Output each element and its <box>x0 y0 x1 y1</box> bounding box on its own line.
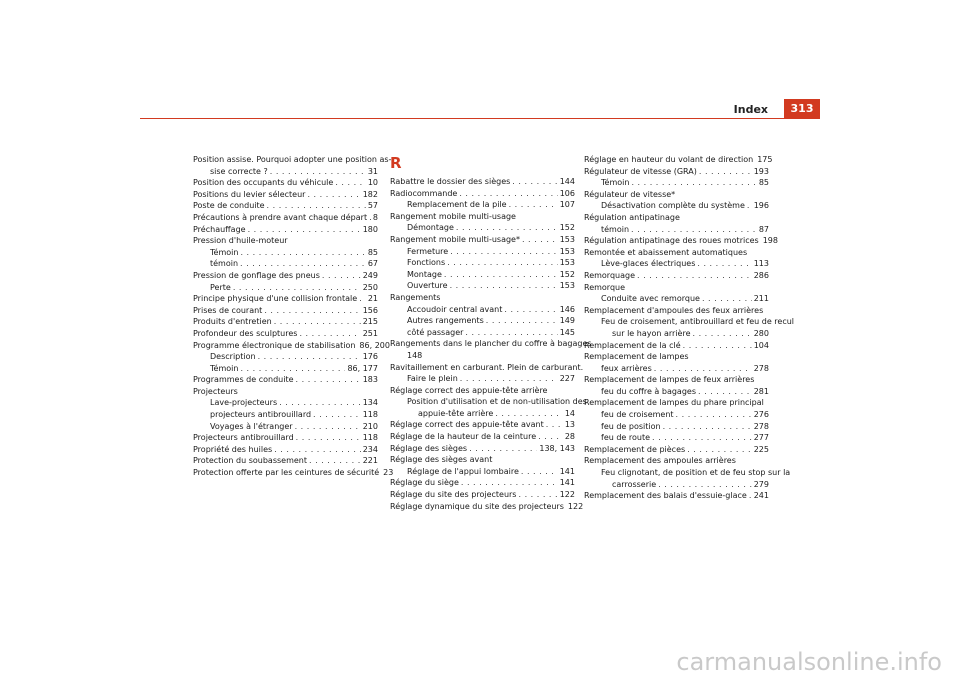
index-entry <box>584 166 769 178</box>
index-entry <box>584 409 769 421</box>
index-page-ref: 152 <box>559 269 575 279</box>
page-header-title: Index <box>733 103 768 116</box>
index-page-ref: 85 <box>367 247 378 257</box>
index-entry-text: Remplacement de la pile <box>407 200 507 210</box>
index-entry <box>584 270 769 282</box>
index-entry <box>193 177 378 189</box>
index-entry-text: Ouverture <box>407 281 448 291</box>
leader-dots <box>270 166 366 178</box>
index-entry <box>390 280 575 292</box>
index-page-ref: 211 <box>753 294 769 304</box>
index-entry <box>584 490 769 502</box>
index-entry <box>390 373 575 385</box>
index-entry-text: Réglage des sièges <box>390 443 468 453</box>
leader-dots <box>518 489 557 501</box>
leader-dots <box>309 455 361 467</box>
index-page-ref: 113 <box>753 259 769 269</box>
header-divider <box>140 118 820 119</box>
index-page-ref: 118 <box>362 410 378 420</box>
leader-dots <box>697 258 751 270</box>
index-page-ref: 144 <box>559 177 575 186</box>
index-entry <box>193 328 378 340</box>
leader-dots <box>654 363 752 375</box>
index-entry-text: Lave-projecteurs <box>210 398 278 408</box>
index-entry <box>193 224 378 236</box>
leader-dots <box>509 199 558 211</box>
index-entry-text: projecteurs antibrouillard <box>210 410 312 420</box>
index-entry-text: Réglage dynamique du site des projecteurs <box>390 501 564 511</box>
index-page-ref: 8 <box>372 212 378 222</box>
index-heading: Projecteurs <box>193 386 238 396</box>
index-entry-text: Positions du levier sélecteur <box>193 189 306 199</box>
index-entry <box>390 419 575 431</box>
index-entry-text: Montage <box>407 269 442 279</box>
index-entry-text: Remplacement de pièces <box>584 444 686 454</box>
index-entry-text: Projecteurs antibrouillard <box>193 433 294 443</box>
index-heading: Remontée et abaissement automatiques <box>584 247 748 257</box>
index-page-ref: 227 <box>559 374 575 384</box>
index-entry <box>584 177 769 189</box>
index-entry-text: Conduite avec remorque <box>601 294 700 304</box>
leader-dots <box>450 246 558 258</box>
index-entry-text: Réglage du siège <box>390 478 459 488</box>
index-entry-text: Démontage <box>407 223 454 233</box>
index-page-ref: 281 <box>753 386 769 396</box>
leader-dots <box>698 386 752 398</box>
index-page-ref: 107 <box>559 200 575 210</box>
leader-dots <box>469 443 537 455</box>
index-entry-text: témoin <box>601 224 630 234</box>
index-entry <box>193 293 378 305</box>
index-entry <box>193 200 378 212</box>
index-heading: Remplacement de lampes de feux arrières <box>584 375 755 385</box>
index-entry <box>584 258 769 270</box>
leader-dots <box>296 432 361 444</box>
index-entry-text: Réglage de la hauteur de la ceinture <box>390 432 537 442</box>
index-page-ref: 122 <box>559 490 575 500</box>
index-entry <box>390 489 575 501</box>
index-page-ref: 86, 177 <box>347 363 378 373</box>
leader-dots <box>521 466 558 478</box>
index-page-ref: 251 <box>362 328 378 338</box>
leader-dots <box>652 432 752 444</box>
section-letter: R <box>390 154 402 172</box>
index-entry-text: Position assise. Pourquoi adopter une position as- <box>193 155 392 164</box>
index-entry-text: Prises de courant <box>193 305 263 315</box>
index-entry-text: Principe physique d'une collision frontale <box>193 294 358 304</box>
index-entry <box>390 188 575 200</box>
index-page-ref: 276 <box>753 410 769 420</box>
index-entry-text: Autres rangements <box>407 316 484 326</box>
index-entry-text: Protection du soubassement <box>193 456 307 466</box>
leader-dots <box>450 280 558 292</box>
leader-dots <box>264 305 360 317</box>
index-page-ref: 57 <box>367 201 378 211</box>
index-page-ref: 279 <box>753 479 769 489</box>
index-entry <box>193 305 378 317</box>
leader-dots <box>459 188 557 200</box>
index-entry-text: Rangement mobile multi-usage* <box>390 234 520 244</box>
leader-dots <box>322 270 361 282</box>
index-page-ref: 250 <box>362 282 378 292</box>
index-page-ref: 141 <box>559 466 575 476</box>
index-page-ref: 86, 200 <box>359 340 390 350</box>
index-heading: Rangement mobile multi-usage <box>390 211 516 221</box>
index-entry <box>193 189 378 201</box>
leader-dots <box>495 408 562 420</box>
leader-dots <box>248 224 361 236</box>
leader-dots <box>702 293 752 305</box>
index-entry-text: Réglage du site des projecteurs <box>390 490 517 500</box>
index-page-ref: 156 <box>362 305 378 315</box>
leader-dots <box>274 316 361 328</box>
index-page-ref: 210 <box>362 421 378 431</box>
index-entry-text: Précautions à prendre avant chaque départ <box>193 212 368 222</box>
index-entry <box>193 212 378 224</box>
index-page-ref: 134 <box>362 398 378 408</box>
index-entry-text: Description <box>210 352 256 362</box>
index-page-ref: 175 <box>757 155 773 164</box>
index-entry <box>584 444 769 456</box>
index-heading: Réglage correct des appuie-tête arrière <box>390 385 548 395</box>
leader-dots <box>687 444 752 456</box>
index-heading: Régulation antipatinage <box>584 212 680 222</box>
index-entry <box>193 421 378 433</box>
leader-dots <box>240 363 345 375</box>
index-entry-text: feu de position <box>601 421 661 431</box>
leader-dots <box>465 327 557 339</box>
index-entry <box>193 455 378 467</box>
leader-dots <box>313 409 361 421</box>
index-entry-text: Faire le plein <box>407 374 458 384</box>
index-entry <box>390 477 575 489</box>
index-entry-text: Régulateur de vitesse (GRA) <box>584 166 697 176</box>
index-page-ref: 153 <box>559 234 575 244</box>
index-entry <box>390 269 575 281</box>
index-page-ref: 153 <box>559 258 575 268</box>
index-page-ref: 176 <box>362 352 378 362</box>
leader-dots <box>504 304 557 316</box>
index-entry-text: Témoin <box>210 247 239 257</box>
index-entry-text: Protection offerte par les ceintures de sécurité <box>193 468 380 478</box>
index-entry-text: sise correcte ? <box>210 166 268 176</box>
index-entry <box>193 270 378 282</box>
index-page-ref: 277 <box>753 433 769 443</box>
index-entry <box>390 176 575 188</box>
index-entry-text: feux arrières <box>601 363 652 373</box>
index-entry <box>390 222 575 234</box>
index-entry-text: Radiocommande <box>390 188 458 198</box>
index-page-ref: 14 <box>564 408 575 418</box>
leader-dots <box>274 444 361 456</box>
leader-dots <box>538 431 563 443</box>
index-entry-text: Réglage correct des appuie-tête avant <box>390 420 544 430</box>
index-entry <box>390 315 575 327</box>
leader-dots <box>258 351 361 363</box>
index-entry <box>193 467 394 479</box>
index-entry-text: Témoin <box>601 178 630 188</box>
index-entry-text: côté passager <box>407 327 464 337</box>
index-heading: Remplacement d'ampoules des feux arrières <box>584 305 764 315</box>
index-entry-text: Préchauffage <box>193 224 246 234</box>
index-page-ref: 278 <box>753 421 769 431</box>
leader-dots <box>444 269 558 281</box>
leader-dots <box>693 328 752 340</box>
index-page-ref: 10 <box>367 178 378 188</box>
index-entry-text: Remplacement de la clé <box>584 340 681 350</box>
index-heading: Remplacement de lampes du phare principal <box>584 398 764 408</box>
leader-dots <box>512 176 557 188</box>
index-entry <box>390 257 575 269</box>
leader-dots <box>233 282 361 294</box>
index-page-ref: 85 <box>758 178 769 188</box>
index-entry-text: Voyages à l'étranger <box>210 421 293 431</box>
index-entry <box>390 304 575 316</box>
index-entry-text: feu du coffre à bagages <box>601 386 696 396</box>
index-entry-text: Feu de croisement, antibrouillard et feu de recul <box>601 317 795 327</box>
index-entry-text: Programmes de conduite <box>193 375 294 385</box>
index-heading: Remplacement des ampoules arrières <box>584 456 736 466</box>
index-page-ref: 241 <box>753 491 769 501</box>
index-column-3 <box>584 154 795 502</box>
index-entry <box>584 235 778 247</box>
index-page-ref: 278 <box>753 363 769 373</box>
index-entry-text: Lève-glaces électriques <box>601 259 696 269</box>
index-page-ref: 138, 143 <box>539 443 575 453</box>
index-page-ref: 182 <box>362 189 378 199</box>
index-entry-text: Remorquage <box>584 270 636 280</box>
index-entry-text: témoin <box>210 259 239 269</box>
index-page-ref: 215 <box>362 317 378 327</box>
index-page-ref: 87 <box>758 224 769 234</box>
index-page-ref: 280 <box>753 328 769 338</box>
index-entry-text: Produits d'entretien <box>193 317 272 327</box>
index-entry-text: appuie-tête arrière <box>418 408 494 418</box>
index-entry-text: Réglage de l'appui lombaire <box>407 466 519 476</box>
index-entry-text: Perte <box>210 282 231 292</box>
index-page-ref: 104 <box>753 340 769 350</box>
index-entry-text: Position des occupants du véhicule <box>193 178 334 188</box>
index-entry-text: Propriété des huiles <box>193 444 273 454</box>
leader-dots <box>631 224 757 236</box>
index-entry <box>584 224 769 236</box>
index-page-ref: 198 <box>762 236 778 246</box>
index-heading: Rangements <box>390 292 441 302</box>
index-entry <box>193 247 378 259</box>
index-entry <box>390 431 575 443</box>
index-entry <box>584 293 769 305</box>
index-page-ref: 153 <box>559 246 575 256</box>
index-page-ref: 67 <box>367 259 378 269</box>
leader-dots <box>658 479 752 491</box>
index-entry <box>193 258 378 270</box>
index-entry <box>193 363 378 375</box>
index-page-ref: 286 <box>753 270 769 280</box>
leader-dots <box>335 177 365 189</box>
index-entry <box>390 466 575 478</box>
leader-dots <box>456 222 558 234</box>
index-entry-text: Programme électronique de stabilisation <box>193 340 356 350</box>
index-entry <box>193 282 378 294</box>
index-entry <box>390 246 575 258</box>
index-entry-text: Rabattre le dossier des sièges <box>390 177 511 186</box>
index-entry <box>193 340 390 352</box>
leader-dots <box>267 200 366 212</box>
index-entry <box>390 327 575 339</box>
index-page-ref: 225 <box>753 444 769 454</box>
index-heading: Régulateur de vitesse* <box>584 189 676 199</box>
index-entry-text: Poste de conduite <box>193 201 265 211</box>
leader-dots <box>749 490 752 502</box>
leader-dots <box>546 419 563 431</box>
index-entry <box>390 501 584 513</box>
leader-dots <box>359 293 366 305</box>
index-page-ref: 122 <box>567 501 584 511</box>
index-page-ref: 28 <box>564 432 575 442</box>
index-entry-text: Fermeture <box>407 246 449 256</box>
index-entry-text: Réglage en hauteur du volant de direction <box>584 155 754 164</box>
index-entry-text: feu de route <box>601 433 651 443</box>
index-entry <box>390 234 575 246</box>
leader-dots <box>307 189 360 201</box>
leader-dots <box>369 212 371 224</box>
index-heading: Remorque <box>584 282 626 292</box>
index-page-ref: 13 <box>564 420 575 430</box>
index-entry <box>193 166 378 178</box>
index-entry-text: feu de croisement <box>601 410 674 420</box>
index-entry <box>193 444 378 456</box>
index-entry <box>193 432 378 444</box>
leader-dots <box>663 421 752 433</box>
index-entry-text: Position d'utilisation et de non-utilisation des <box>407 397 587 407</box>
leader-dots <box>460 373 558 385</box>
leader-dots <box>461 477 558 489</box>
index-page-ref: 146 <box>559 304 575 314</box>
leader-dots <box>747 200 752 212</box>
index-entry-text: Ravitaillement en carburant. Plein de carburant. <box>390 362 584 372</box>
leader-dots <box>699 166 752 178</box>
index-entry <box>584 363 769 375</box>
leader-dots <box>522 234 558 246</box>
site-watermark: carmanualsonline.info <box>676 648 942 676</box>
index-page-ref: 234 <box>362 444 378 454</box>
index-entry <box>584 154 773 166</box>
index-page-ref: 106 <box>559 188 575 198</box>
index-entry-text: Régulation antipatinage des roues motrices <box>584 236 759 246</box>
index-entry <box>193 397 378 409</box>
index-entry <box>584 421 769 433</box>
index-page-ref: 31 <box>367 166 378 176</box>
index-entry-text: Feu clignotant, de position et de feu stop sur la <box>601 468 791 478</box>
index-entry <box>193 374 378 386</box>
index-page-ref: 21 <box>367 294 378 304</box>
index-entry <box>584 386 769 398</box>
index-entry <box>584 340 769 352</box>
index-entry <box>390 408 575 420</box>
leader-dots <box>240 247 365 259</box>
leader-dots <box>295 421 361 433</box>
index-page-ref: 148 <box>407 350 423 360</box>
index-page-ref: 249 <box>362 270 378 280</box>
index-entry-text: carrosserie <box>612 479 657 489</box>
index-entry-text: Rangements dans le plancher du coffre à bagages <box>390 339 592 349</box>
leader-dots <box>676 409 752 421</box>
leader-dots <box>279 397 361 409</box>
index-entry <box>390 199 575 211</box>
leader-dots <box>296 374 361 386</box>
index-page-ref: 196 <box>753 201 769 211</box>
index-entry <box>584 479 769 491</box>
leader-dots <box>486 315 558 327</box>
index-page-ref: 193 <box>753 166 769 176</box>
index-page-ref: 149 <box>559 316 575 326</box>
index-entry-text: Fonctions <box>407 258 446 268</box>
index-heading: Pression d'huile-moteur <box>193 236 288 246</box>
index-page-ref: 118 <box>362 433 378 443</box>
leader-dots <box>240 258 366 270</box>
index-page-ref: 141 <box>559 478 575 488</box>
index-column-1 <box>193 154 394 479</box>
index-entry-text: sur le hayon arrière <box>612 328 691 338</box>
index-entry <box>193 316 378 328</box>
index-page-ref: 153 <box>559 281 575 291</box>
index-page-ref: 221 <box>362 456 378 466</box>
leader-dots <box>631 177 756 189</box>
leader-dots <box>637 270 752 282</box>
index-entry <box>584 432 769 444</box>
index-page-ref: 23 <box>383 468 394 478</box>
index-page-ref: 180 <box>362 224 378 234</box>
leader-dots <box>683 340 752 352</box>
index-entry <box>584 328 769 340</box>
index-entry <box>584 200 769 212</box>
index-entry-text: Accoudoir central avant <box>407 304 503 314</box>
index-entry-text: Remplacement des balais d'essuie-glace <box>584 491 747 501</box>
index-heading: Remplacement de lampes <box>584 352 689 362</box>
leader-dots <box>299 328 360 340</box>
index-page-ref: 152 <box>559 223 575 233</box>
index-entry-text: Pression de gonflage des pneus <box>193 270 320 280</box>
page-number-badge: 313 <box>784 99 820 118</box>
index-entry-text: Profondeur des sculptures <box>193 328 298 338</box>
index-heading: Réglage des sièges avant <box>390 455 493 465</box>
index-page-ref: 145 <box>559 327 575 337</box>
index-entry-text: Témoin <box>210 363 239 373</box>
index-column-2 <box>390 154 592 512</box>
leader-dots <box>447 257 558 269</box>
index-entry <box>390 443 575 455</box>
index-entry-text: Désactivation complète du système <box>601 201 745 211</box>
index-entry <box>193 351 378 363</box>
index-page-ref: 183 <box>362 375 378 385</box>
index-entry <box>193 409 378 421</box>
